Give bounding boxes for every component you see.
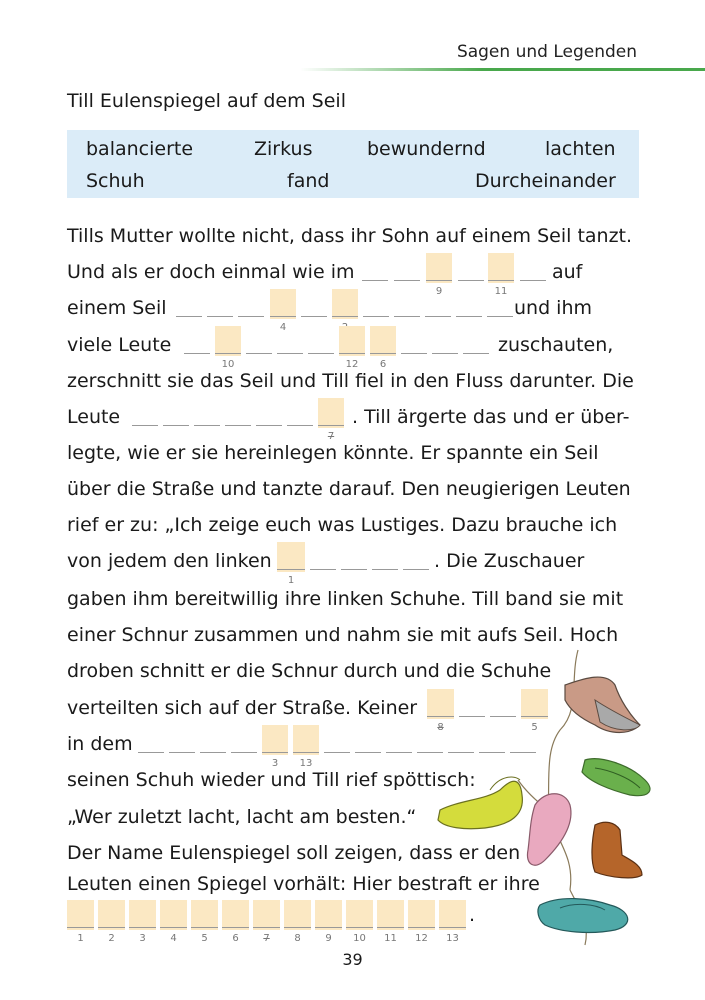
letter-slot[interactable] xyxy=(386,725,412,755)
letter-slot[interactable] xyxy=(287,398,313,428)
slot-number: 5 xyxy=(531,722,538,733)
story-line: von jedem den linken xyxy=(67,550,272,572)
letter-slot[interactable] xyxy=(238,289,264,319)
slot-number: 12 xyxy=(415,933,428,944)
letter-slot[interactable] xyxy=(341,542,367,572)
letter-slot[interactable] xyxy=(138,725,164,755)
letter-slot[interactable] xyxy=(246,326,272,356)
solution-slot[interactable] xyxy=(98,900,125,944)
slot-number: 11 xyxy=(384,933,397,944)
slot-number: 9 xyxy=(325,933,332,944)
letter-slot[interactable] xyxy=(355,725,381,755)
slot-number: 5 xyxy=(201,933,208,944)
story-line: seinen Schuh wieder und Till rief spöttisch: xyxy=(67,769,476,791)
slot-number: 13 xyxy=(299,758,313,769)
solution-slot[interactable] xyxy=(346,900,373,944)
letter-slot[interactable] xyxy=(425,289,451,319)
letter-slot[interactable] xyxy=(318,398,344,442)
slot-number: 6 xyxy=(379,359,387,370)
slot-number: 3 xyxy=(139,933,146,944)
word-bank-item: Schuh xyxy=(86,170,145,192)
slot-number: 10 xyxy=(353,933,366,944)
letter-slot[interactable] xyxy=(432,326,458,356)
letter-slot[interactable] xyxy=(456,289,482,319)
letter-slot[interactable] xyxy=(277,542,305,586)
letter-slot[interactable] xyxy=(277,326,303,356)
letter-slot[interactable] xyxy=(207,289,233,319)
slot-number: 4 xyxy=(170,933,177,944)
letter-slot[interactable] xyxy=(256,398,282,428)
word-bank-item: balancierte xyxy=(86,138,194,160)
word-bank-item: fand xyxy=(287,170,330,192)
letter-slot[interactable] xyxy=(520,253,546,283)
slot-number: 12 xyxy=(345,359,359,370)
slot-number: 1 xyxy=(77,933,84,944)
slot-number: 13 xyxy=(446,933,459,944)
slot-number: 8 xyxy=(294,933,301,944)
story-line: zuschauten, xyxy=(498,334,614,356)
shoe-yellow xyxy=(438,777,522,829)
slot-number: 8 xyxy=(437,722,444,733)
slot-number: 9 xyxy=(435,286,443,297)
letter-slot[interactable] xyxy=(301,289,327,319)
letter-slot[interactable] xyxy=(363,289,389,319)
letter-slot[interactable] xyxy=(270,289,296,333)
letter-slot[interactable] xyxy=(200,725,226,755)
solution-slot[interactable] xyxy=(222,900,249,944)
word-bank-item: bewundernd xyxy=(367,138,486,160)
page-title: Till Eulenspiegel auf dem Seil xyxy=(67,90,346,112)
story-line: auf xyxy=(552,261,583,283)
story-line: Leuten einen Spiegel vorhält: Hier bestraft er ihre xyxy=(67,873,540,895)
letter-slot[interactable] xyxy=(394,253,420,283)
shoe-green xyxy=(582,759,650,796)
story-line: droben schnitt er die Schnur durch und die Schuhe xyxy=(67,660,552,682)
letter-slot[interactable] xyxy=(487,289,513,319)
letter-slot[interactable] xyxy=(293,725,319,769)
letter-slot[interactable] xyxy=(362,253,388,283)
slot-number: 4 xyxy=(279,322,287,333)
sentence-period: . xyxy=(469,904,476,926)
story-line: Der Name Eulenspiegel soll zeigen, dass er den xyxy=(67,842,521,864)
letter-slot[interactable] xyxy=(324,725,350,755)
page-number: 39 xyxy=(342,950,363,969)
letter-slot[interactable] xyxy=(225,398,251,428)
letter-slot[interactable] xyxy=(426,253,452,297)
word-bank-item: lachten xyxy=(545,138,616,160)
slot-number: 7 xyxy=(263,933,270,944)
letter-slot[interactable] xyxy=(132,398,158,428)
slot-number: 6 xyxy=(232,933,239,944)
letter-slot[interactable] xyxy=(169,725,195,755)
shoe-pink-grey xyxy=(565,677,640,732)
solution-slot[interactable] xyxy=(253,900,280,944)
letter-slot[interactable] xyxy=(403,542,429,572)
slot-number: 11 xyxy=(494,286,508,297)
solution-slot[interactable] xyxy=(160,900,187,944)
letter-slot[interactable] xyxy=(215,326,241,370)
section-header: Sagen und Legenden xyxy=(456,42,637,62)
letter-slot[interactable] xyxy=(394,289,420,319)
letter-slot[interactable] xyxy=(332,289,358,319)
letter-slot[interactable] xyxy=(308,326,334,356)
story-line: . Die Zuschauer xyxy=(434,550,585,572)
story-line: Leute xyxy=(67,406,121,428)
word-bank-item: Durcheinander xyxy=(475,170,616,192)
letter-slot[interactable] xyxy=(262,725,288,769)
header-divider xyxy=(300,68,705,71)
letter-slot[interactable] xyxy=(372,542,398,572)
story-line: verteilten sich auf der Straße. Keiner xyxy=(67,697,418,719)
shoe-blue xyxy=(538,899,628,933)
story-line: Und als er doch einmal wie im xyxy=(67,261,355,283)
slot-number: 2 xyxy=(108,933,115,944)
slot-number: 10 xyxy=(221,359,235,370)
story-line: über die Straße und tanzte darauf. Den neugierigen Leuten xyxy=(67,478,631,500)
letter-slot[interactable] xyxy=(339,326,365,370)
shoe-brown-boot xyxy=(592,822,642,878)
letter-slot[interactable] xyxy=(310,542,336,572)
story-line: einer Schnur zusammen und nahm sie mit aufs Seil. Hoch xyxy=(67,624,619,646)
story-line: . Till ärgerte das und er über- xyxy=(352,406,630,428)
solution-slot[interactable] xyxy=(191,900,218,944)
story-line: Tills Mutter wollte nicht, dass ihr Sohn auf einem Seil tanzt. xyxy=(67,225,633,247)
story-line: einem Seil xyxy=(67,297,167,319)
solution-slot[interactable] xyxy=(67,900,94,944)
solution-slot[interactable] xyxy=(129,900,156,944)
word-bank-item: Zirkus xyxy=(254,138,313,160)
letter-slot[interactable] xyxy=(194,398,220,428)
story-line: und ihm xyxy=(514,297,593,319)
letter-slot[interactable] xyxy=(463,326,489,356)
story-line: „Wer zuletzt lacht, lacht am besten.“ xyxy=(67,806,417,828)
solution-slot[interactable] xyxy=(315,900,342,944)
story-line: rief er zu: „Ich zeige euch was Lustiges. Dazu brauche ich xyxy=(67,514,618,536)
solution-slot[interactable] xyxy=(284,900,311,944)
story-line: viele Leute xyxy=(67,334,172,356)
shoes-illustration xyxy=(430,640,705,950)
letter-slot[interactable] xyxy=(231,725,257,755)
letter-slot[interactable] xyxy=(184,326,210,356)
story-line: gaben ihm bereitwillig ihre linken Schuhe. Till band sie mit xyxy=(67,588,624,610)
slot-number: 7 xyxy=(327,431,335,442)
slot-number: 3 xyxy=(271,758,279,769)
word-bank xyxy=(67,130,639,198)
letter-slot[interactable] xyxy=(458,253,484,283)
letter-slot[interactable] xyxy=(488,253,514,297)
slot-number: 1 xyxy=(287,575,295,586)
string-line xyxy=(548,650,578,810)
letter-slot[interactable] xyxy=(176,289,202,319)
story-line: legte, wie er sie hereinlegen könnte. Er spannte ein Seil xyxy=(67,442,599,464)
shoe-pink xyxy=(527,794,571,865)
story-line: zerschnitt sie das Seil und Till fiel in den Fluss darunter. Die xyxy=(67,370,634,392)
letter-slot[interactable] xyxy=(401,326,427,356)
letter-slot[interactable] xyxy=(370,326,396,370)
story-line: in dem xyxy=(67,733,133,755)
letter-slot[interactable] xyxy=(163,398,189,428)
solution-slot[interactable] xyxy=(377,900,404,944)
